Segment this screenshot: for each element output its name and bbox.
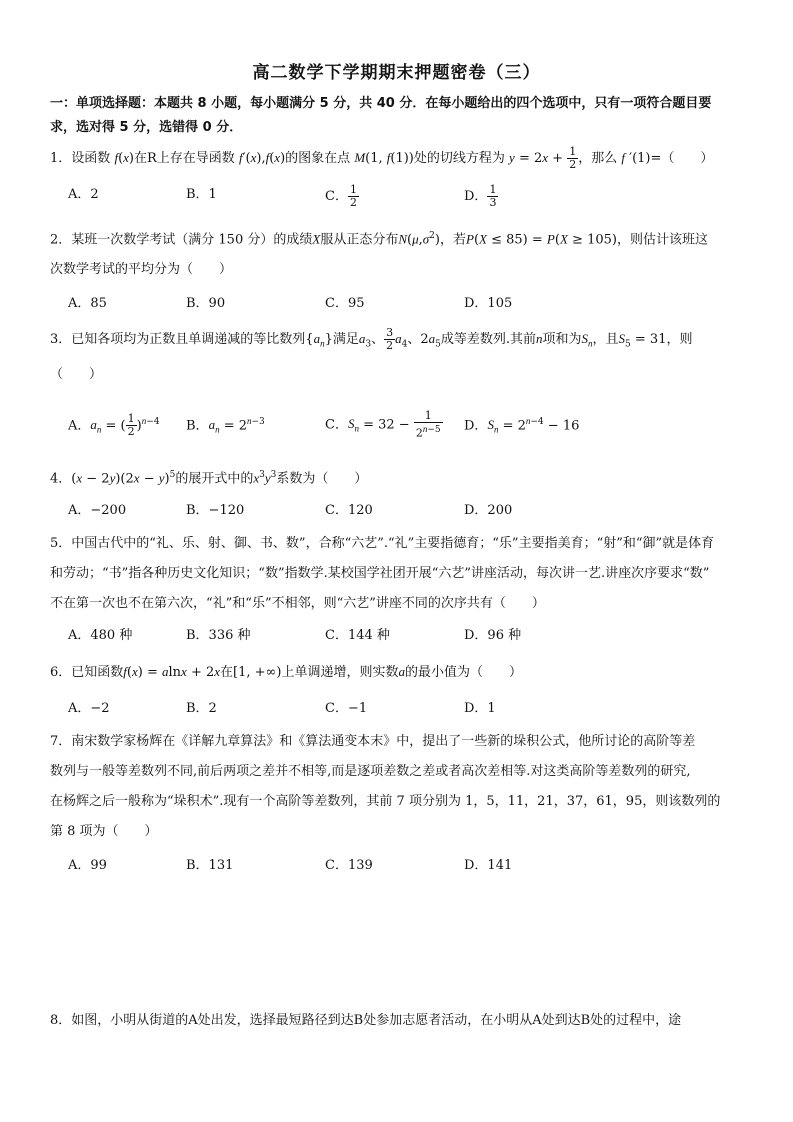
question-2-stem-line1: 2．某班一次数学考试（满分 150 分）的成绩X服从正态分布$N(\mu,\sigma^2)$，若P(X ≤ 85) = P(X ≥ 105)，则估计该班这 [50, 231, 708, 248]
question-8-stem-line1: 8．如图，小明从街道的A处出发，选择最短路径到达B处参加志愿者活动，在小明从A处到达B处的过程中，途 [50, 1013, 682, 1028]
question-3-stem-line1: 3．已知各项均为正数且单调递减的等比数列$\{a_n\}$满足$a_3$、 $\frac{3}{2}$ $a_4$、$2a_5$成等差数列.其前n项和为$S_n$，且$S_5 = 31$，则 [50, 326, 693, 352]
option-b[interactable]: B．131 [186, 858, 234, 873]
option-c[interactable]: C．120 [325, 503, 373, 518]
option-b[interactable]: B．−120 [186, 503, 245, 518]
question-2-options [68, 293, 748, 315]
question-7-stem-line3: 在杨辉之后一般称为“垛积术”.现有一个高阶等差数列，其前 7 项分别为 1，5，11，21，37，61，95，则该数列的 [50, 794, 721, 809]
option-b[interactable]: B．$a_n = 2^{n-3}$ [186, 416, 265, 435]
option-c[interactable]: C． $\frac{1}{2}$ [325, 183, 357, 209]
option-a[interactable]: A．$a_n$ = ( $\frac{1}{2}$ )$^{n-4}$ [68, 412, 160, 439]
option-b[interactable]: B．336 种 [186, 628, 251, 643]
option-d[interactable]: D． $\frac{1}{3}$ [464, 183, 497, 209]
question-3-options [68, 409, 748, 440]
section-heading-line2: 求，选对得 5 分，选错得 0 分． [50, 120, 243, 135]
question-2-stem-line2: 次数学考试的平均分为（ ） [50, 262, 233, 277]
question-5-options [68, 625, 748, 647]
question-7-options [68, 855, 748, 877]
option-d[interactable]: D．141 [464, 858, 513, 873]
option-d[interactable]: D．200 [464, 503, 513, 518]
question-6-options [68, 698, 748, 720]
option-a[interactable]: A．480 种 [68, 628, 133, 643]
section-heading [50, 92, 750, 140]
question-7-stem-line4: 第 8 项为（ ） [50, 824, 158, 839]
option-a[interactable]: A．99 [68, 858, 107, 873]
option-b[interactable]: B．90 [186, 296, 226, 311]
option-a[interactable]: A．−200 [68, 503, 127, 518]
question-3-stem-line2: （ ） [50, 367, 103, 382]
fraction: $\frac{1}{2}$ [569, 145, 577, 171]
option-d[interactable]: D．105 [464, 296, 513, 311]
question-7-stem-line1: 7．南宋数学家杨辉在《详解九章算法》和《算法通变本末》中，提出了一些新的垛积公式，他所讨论的高阶等差 [50, 734, 696, 749]
question-7-stem-line2: 数列与一般等差数列不同,前后两项之差并不相等,而是逐项差数之差或者高次差相等.对这类高阶等差数列的研究, [50, 764, 691, 779]
page-title: 高二数学下学期期末押题密卷（三） [252, 63, 541, 83]
question-5-stem-line3: 不在第一次也不在第六次，“礼”和“乐”不相邻，则“六艺”讲座不同的次序共有（ ） [50, 596, 545, 611]
option-c[interactable]: C．139 [325, 858, 373, 873]
option-a[interactable]: A．85 [68, 296, 107, 311]
question-5-stem-line1: 5．中国古代中的“礼、乐、射、御、书、数”，合称“六艺”.“礼”主要指德育；“乐”主要指美育；“射”和“御”就是体育 [50, 536, 715, 551]
option-a[interactable]: A．2 [68, 187, 99, 202]
question-4-stem: 4．$(x - 2y)(2x - y)^5$的展开式中的$x^3y^3$系数为（ ） [50, 470, 368, 487]
option-d[interactable]: D．1 [464, 701, 496, 716]
question-5-stem-line2: 和劳动；“书”指各种历史文化知识；“数”指数学.某校国学社团开展“六艺”讲座活动，每次讲一艺.讲座次序要求“数” [50, 566, 710, 581]
section-heading-line1: 一：单项选择题：本题共 8 小题，每小题满分 5 分，共 40 分．在每小题给出的四个选项中，只有一项符合题目要 [50, 96, 712, 111]
question-6-stem: 6．已知函数f(x) = alnx + 2x在[1, +∞)上单调递增，则实数a的最小值为（ ） [50, 664, 522, 680]
option-c[interactable]: C．95 [325, 296, 365, 311]
option-c[interactable]: C．144 种 [325, 628, 390, 643]
question-1-options [68, 183, 748, 209]
option-d[interactable]: D．$S_n = 2^{n-4} - 16$ [464, 416, 580, 435]
question-4-options [68, 500, 748, 522]
question-1-stem: 1．设函数 f(x)在R上存在导函数 f′(x),f(x)的图象在点 M(1, f(1))处的切线方程为 y = 2x + $\frac{1}{2}$ ，那么 f ′(1)=（ ） [50, 145, 714, 171]
option-a[interactable]: A．−2 [68, 701, 110, 716]
option-c[interactable]: C．−1 [325, 701, 368, 716]
option-b[interactable]: B．2 [186, 701, 217, 716]
option-d[interactable]: D．96 种 [464, 628, 522, 643]
option-c[interactable]: C．$S_n = 32$ − $\frac{1}{2^{n-5}}$ [325, 409, 441, 440]
option-b[interactable]: B．1 [186, 187, 217, 202]
